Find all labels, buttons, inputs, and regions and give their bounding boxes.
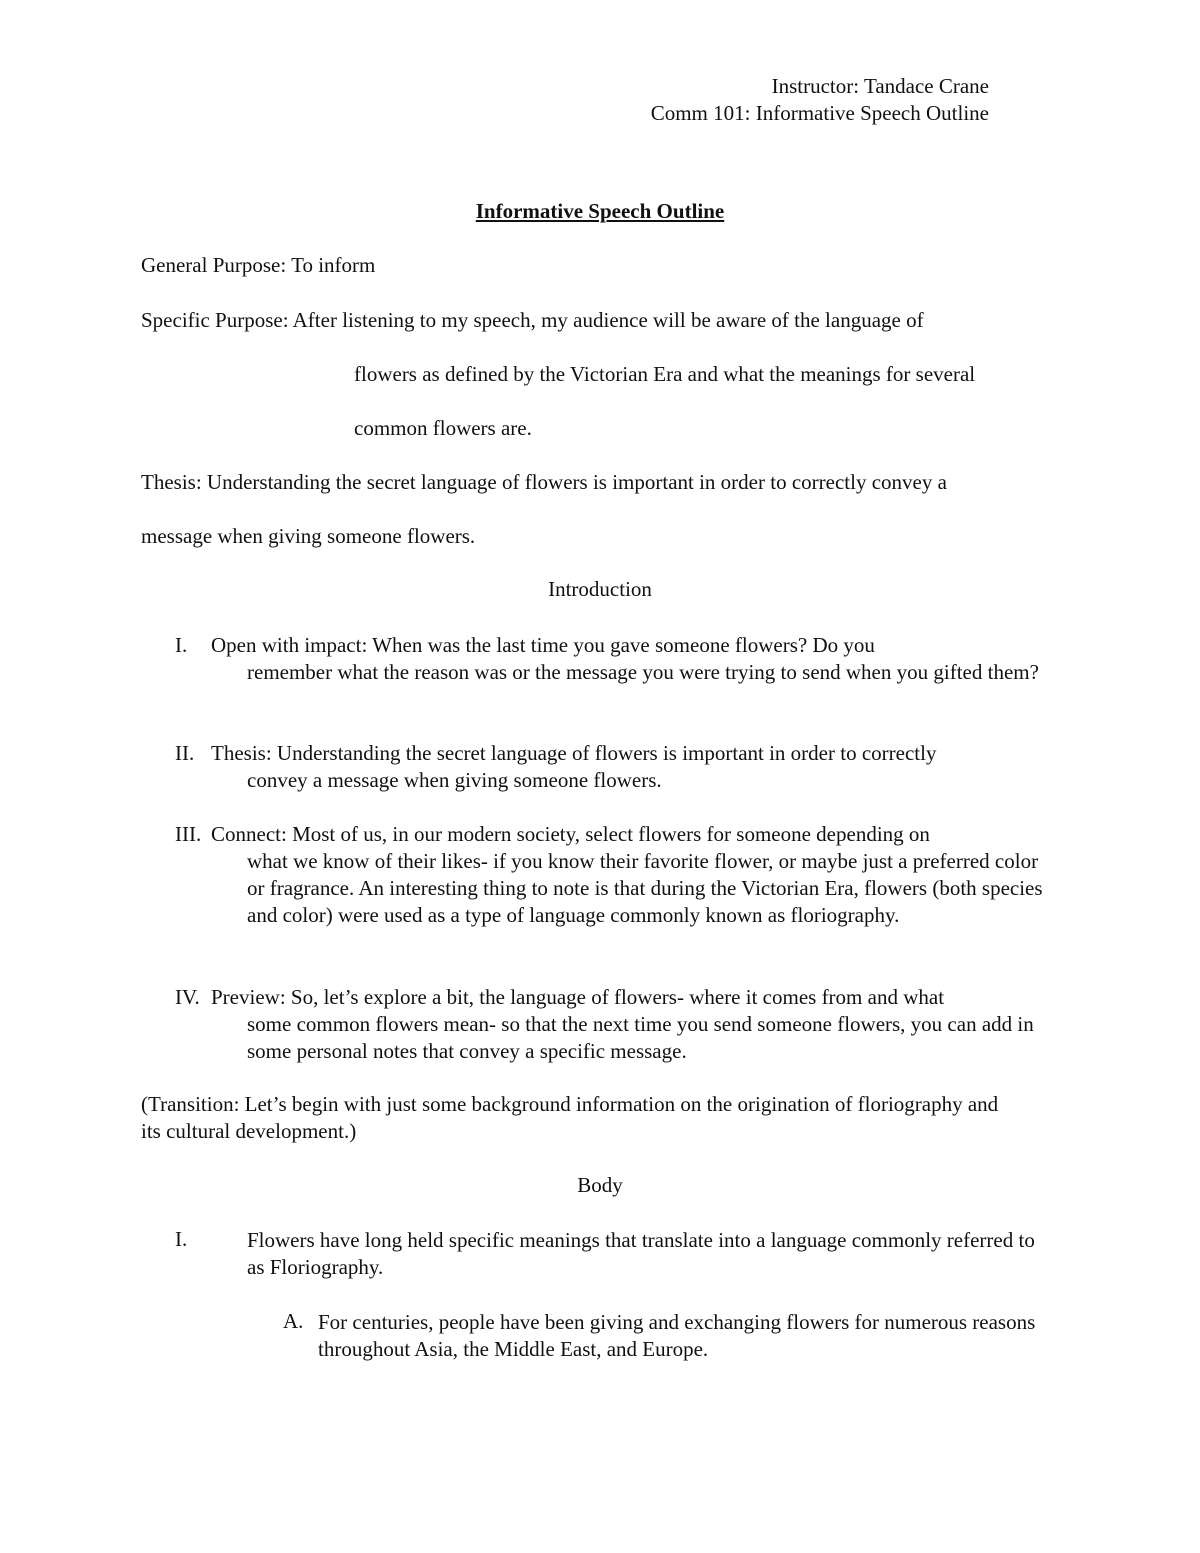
intro-item-3 (175, 821, 1055, 929)
intro-item-2 (175, 740, 1055, 794)
introduction-heading: Introduction (548, 577, 652, 601)
thesis-line-2: message when giving someone flowers. (141, 524, 476, 548)
body-point-number: I. (175, 1227, 188, 1251)
intro-item-number: II. (175, 741, 195, 765)
intro-item-number: IV. (175, 985, 200, 1009)
body-heading: Body (577, 1173, 623, 1197)
body-point-text: Flowers have long held specific meanings that translate into a language commonly referred to as Floriography. (247, 1228, 1035, 1279)
intro-item-first-line: Connect: Most of us, in our modern society, select flowers for someone depending on (211, 822, 930, 846)
intro-item-1 (175, 632, 1055, 686)
page-title: Informative Speech Outline (475, 199, 725, 223)
intro-item-first-line: Open with impact: When was the last time you gave someone flowers? Do you (211, 633, 875, 657)
intro-item-4 (175, 984, 1055, 1065)
sub-point-number: A. (283, 1309, 304, 1333)
intro-item-continuation: convey a message when giving someone flowers. (247, 768, 662, 792)
intro-item-continuation: what we know of their likes- if you know their favorite flower, or maybe just a preferred color or fragrance. An interesting thing to note is that during the Victorian Era, flowers (both species and color) were used as a type of language commonly known as floriography. (247, 849, 1043, 927)
intro-item-continuation: remember what the reason was or the message you were trying to send when you gifted them? (247, 660, 1039, 684)
specific-purpose-line-2: flowers as defined by the Victorian Era and what the meanings for several (354, 362, 976, 386)
transition-text: (Transition: Let’s begin with just some background information on the origination of floriography and its cultural development.) (141, 1092, 999, 1143)
intro-item-continuation: some common flowers mean- so that the next time you send someone flowers, you can add in some personal notes that convey a specific message. (247, 1012, 1034, 1063)
intro-item-number: III. (175, 822, 202, 846)
thesis-line-1: Thesis: Understanding the secret language of flowers is important in order to correctly convey a (141, 470, 947, 494)
sub-point-text: For centuries, people have been giving and exchanging flowers for numerous reasons throughout Asia, the Middle East, and Europe. (318, 1310, 1036, 1361)
instructor-line: Instructor: Tandace Crane (771, 74, 989, 98)
course-line: Comm 101: Informative Speech Outline (650, 101, 989, 125)
intro-item-number: I. (175, 633, 188, 657)
general-purpose: General Purpose: To inform (141, 253, 376, 277)
intro-item-first-line: Preview: So, let’s explore a bit, the language of flowers- where it comes from and what (211, 985, 945, 1009)
intro-item-first-line: Thesis: Understanding the secret language of flowers is important in order to correctly (211, 741, 937, 765)
specific-purpose-line-1: Specific Purpose: After listening to my speech, my audience will be aware of the language of (141, 308, 924, 332)
specific-purpose-line-3: common flowers are. (354, 416, 532, 440)
